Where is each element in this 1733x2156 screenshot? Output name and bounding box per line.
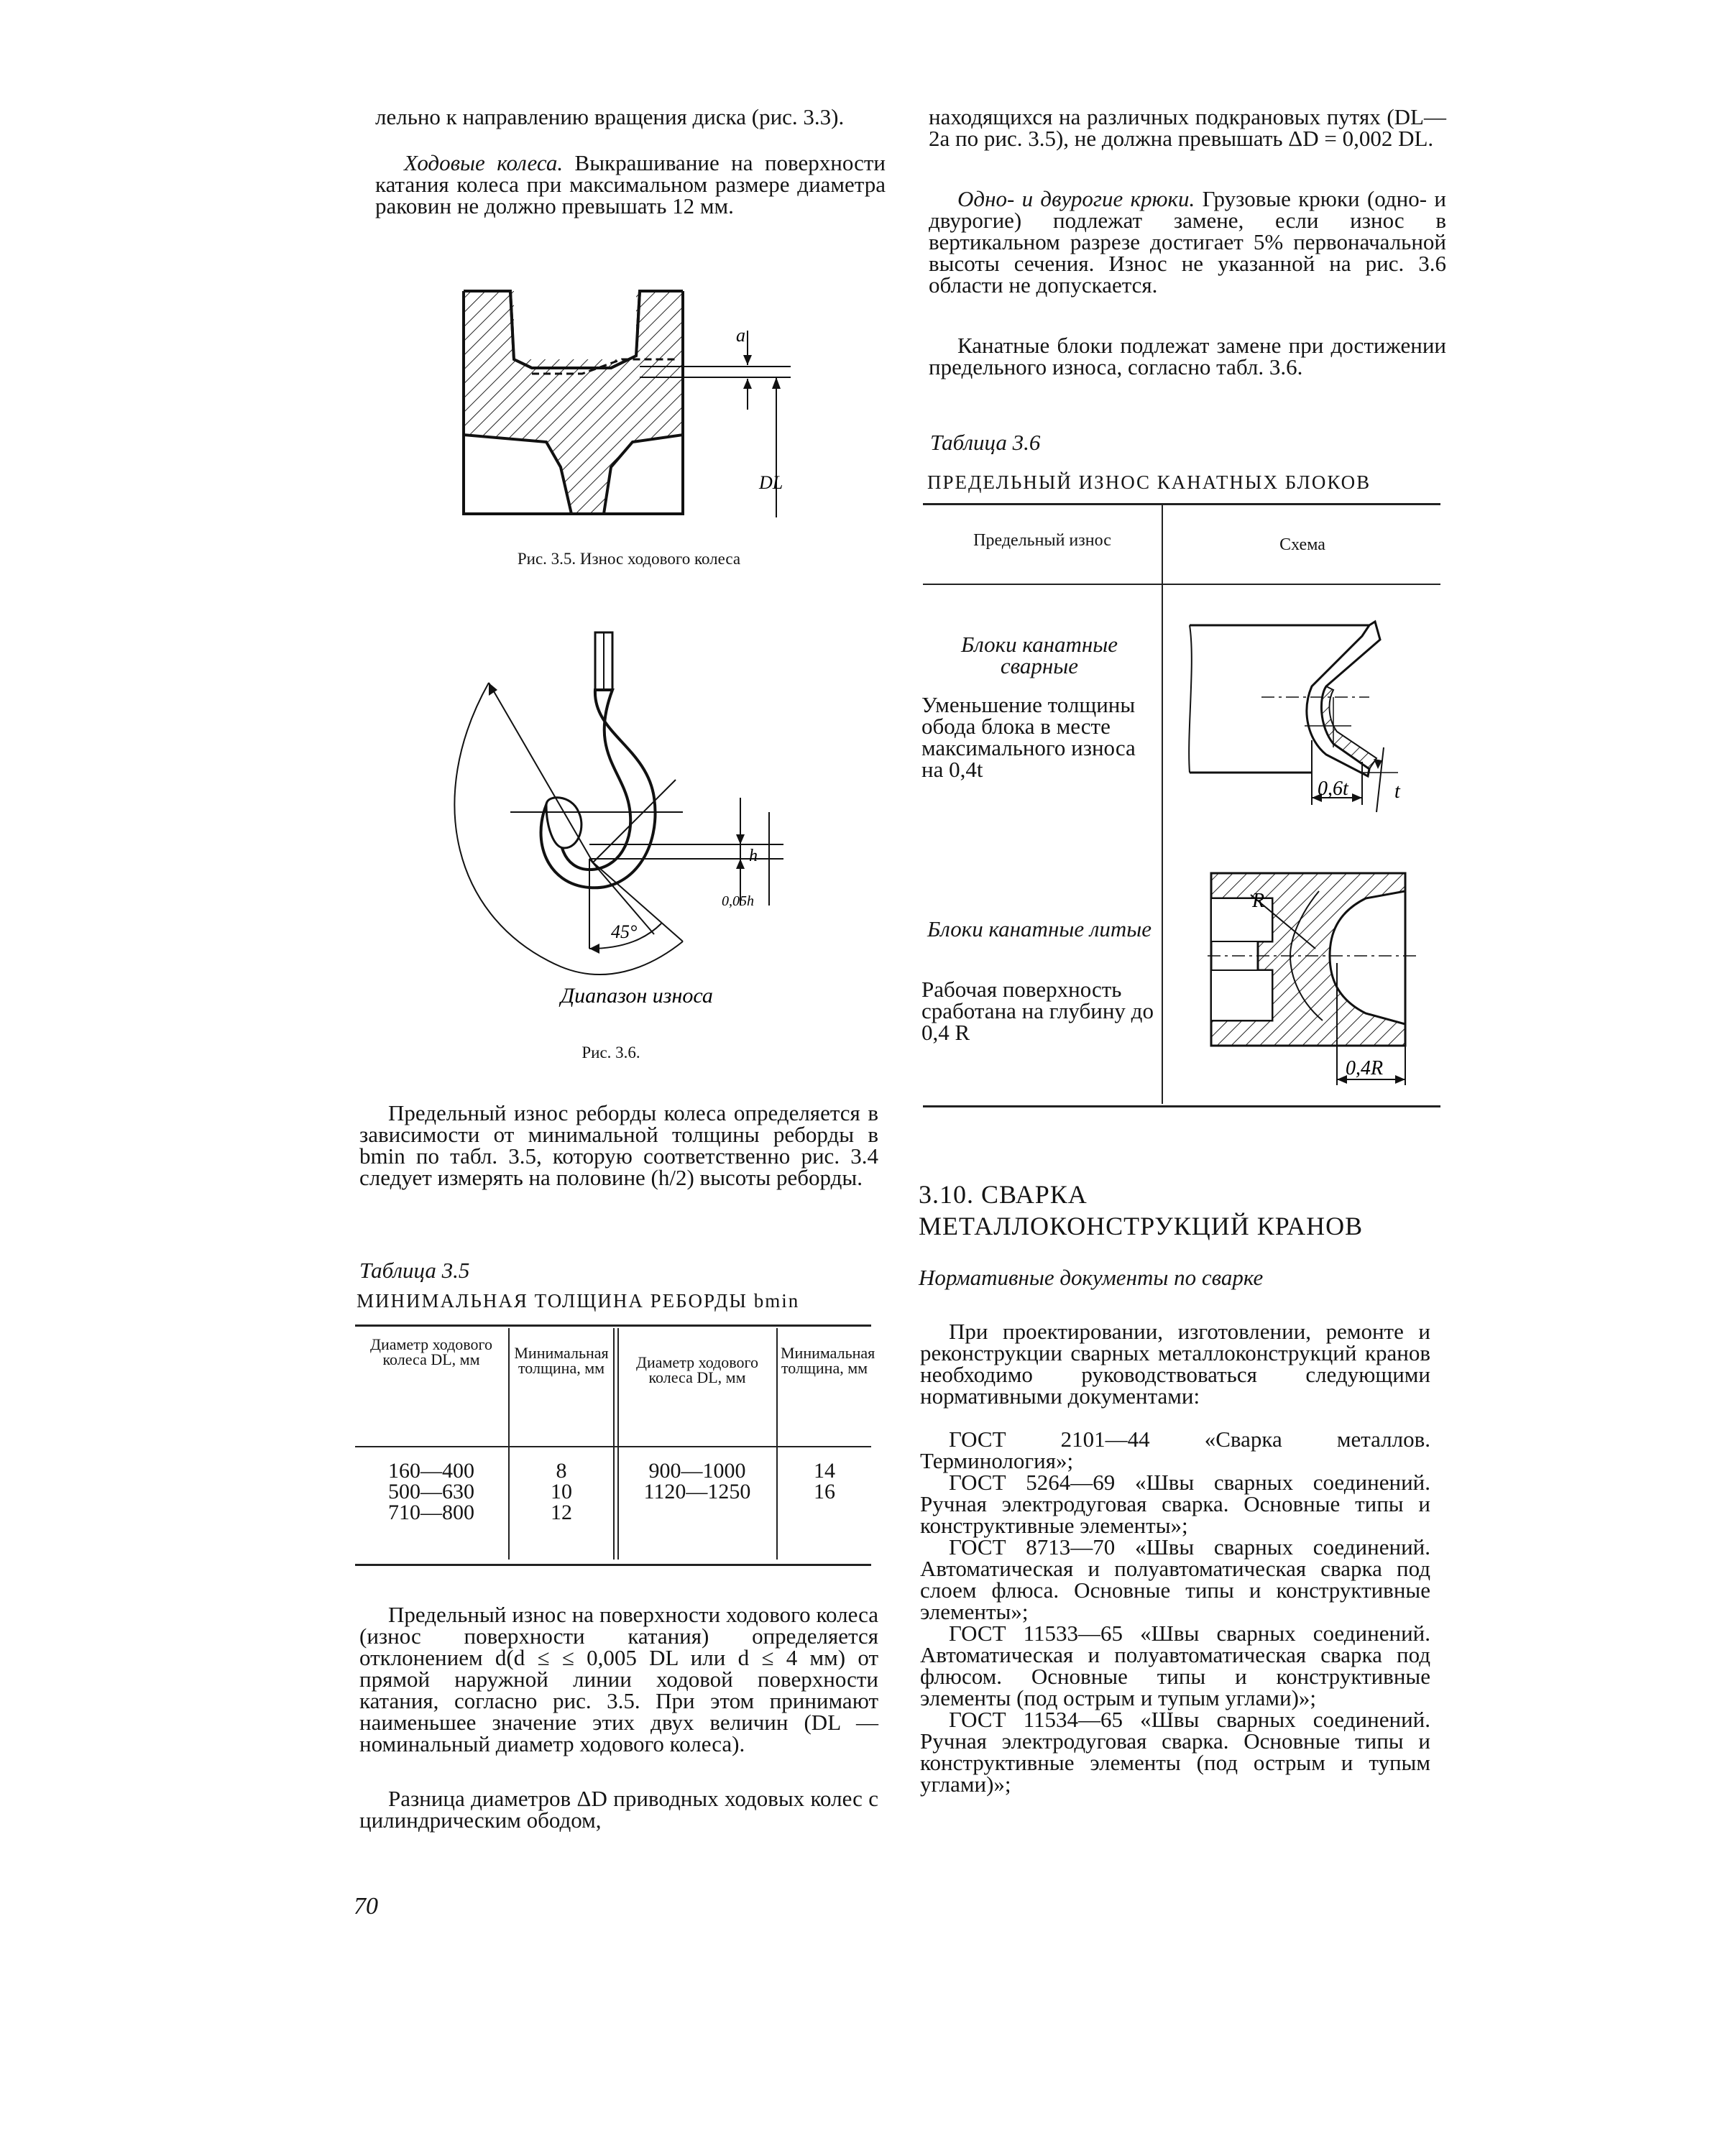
left-paragraph-4: Предельный износ на поверхности ходового колеса (износ поверхности катания) определяется отклонением d(d ≤ ≤ 0,005 DL или d ≤ 4 мм) от прямой наружной линии ходовой поверхности катания, согласно рис. 3.5. При этом принимают наименьшее значение этих двух величин (DL — номинальный диаметр ходового колеса). xyxy=(359,1602,878,1756)
gost-item: ГОСТ 11534—65 «Швы сварных соединений. Ручная электродуговая сварка. Основные типы и конструктивные элементы (под острым и тупым углами)»; xyxy=(920,1707,1430,1797)
left-paragraph-2: Ходовые колеса. Выкрашивание на поверхности катания колеса при максимальном размере диаметра раковин не должно превышать 12 мм. xyxy=(375,150,886,218)
table-3-6-bottom-rule xyxy=(923,1105,1440,1107)
table-3-6-row-1-title: Блоки канатные сварные xyxy=(960,632,1118,678)
section-heading: 3.10. СВАРКА МЕТАЛЛОКОНСТРУКЦИЙ КРАНОВ xyxy=(919,1180,1364,1240)
table-3-5-cell: 900—1000 1120—1250 xyxy=(643,1459,751,1503)
gost-item: ГОСТ 2101—44 «Сварка металлов. Терминология»; xyxy=(920,1427,1430,1473)
paragraph-run-in-title: Ходовые колеса. xyxy=(404,150,564,175)
table-3-5-top-rule xyxy=(355,1325,871,1327)
welded-block-label-b: t xyxy=(1394,780,1400,803)
table-3-6-row-1-text: Уменьшение толщины обода блока в месте максимального износа на 0,4t xyxy=(921,692,1136,782)
left-paragraph-5: Разница диаметров ΔD приводных ходовых колес с цилиндрическим ободом, xyxy=(359,1786,878,1833)
table-3-5-header: Диаметр ходового колеса DL, мм xyxy=(369,1335,493,1368)
figure-3-5-caption: Рис. 3.5. Износ ходового колеса xyxy=(517,550,741,568)
table-3-5-bottom-rule xyxy=(355,1564,871,1566)
fig36-h-label: h xyxy=(749,847,758,865)
table-3-5-header: Минимальная толщина, мм xyxy=(781,1344,875,1377)
table-3-6-divider xyxy=(1162,505,1163,1104)
fig35-label-dl: DL xyxy=(759,472,783,493)
cast-block-diagram xyxy=(1208,870,1438,1092)
table-3-6-header: Предельный износ xyxy=(973,531,1111,550)
gost-list xyxy=(920,1429,1430,1795)
table-3-6-row-2-title: Блоки канатные литые xyxy=(927,916,1151,941)
welded-block-diagram xyxy=(1190,618,1434,826)
gost-item: ГОСТ 11533—65 «Швы сварных соединений. Автоматическая и полуавтоматическая сварка под флюсом. Основные типы и конструктивные элементы (под острым и тупым углами)»; xyxy=(920,1621,1430,1710)
page-number: 70 xyxy=(354,1893,378,1920)
table-3-5-divider xyxy=(617,1328,619,1560)
table-3-5-header: Диаметр ходового колеса DL, мм xyxy=(635,1353,759,1386)
figure-3-6-caption: Рис. 3.6. xyxy=(582,1044,640,1061)
table-3-5-divider xyxy=(508,1328,510,1560)
left-paragraph-1: лельно к направлению вращения диска (рис. 3.3). xyxy=(375,104,845,129)
table-3-6-head-rule xyxy=(923,584,1440,585)
fig36-h005-label: 0,05h xyxy=(722,893,754,909)
table-3-5-title: МИНИМАЛЬНАЯ ТОЛЩИНА РЕБОРДЫ bmin xyxy=(357,1290,800,1312)
gost-item: ГОСТ 8713—70 «Швы сварных соединений. Автоматическая и полуавтоматическая сварка под слоем флюса. Основные типы и конструктивные элементы»; xyxy=(920,1534,1430,1624)
fig35-label-a: a xyxy=(736,325,745,346)
right-paragraph-1: находящихся на различных подкрановых путях (DL—2a по рис. 3.5), не должна превышать ΔD = 0,002 DL. xyxy=(929,104,1446,151)
table-3-5-label: Таблица 3.5 xyxy=(359,1258,470,1283)
fig36-range-label: Диапазон износа xyxy=(561,984,713,1008)
table-3-5-cell: 14 16 xyxy=(814,1459,835,1503)
wheel-wear-figure xyxy=(460,287,798,532)
hook-wear-figure xyxy=(438,632,798,1006)
right-paragraph-4: При проектировании, изготовлении, ремонте и реконструкции сварных металлоконструкций кранов необходимо руководствоваться следующими нормативными документами: xyxy=(920,1319,1430,1409)
welded-block-label-a: 0,6t xyxy=(1318,778,1348,800)
cast-block-label-a: R xyxy=(1252,890,1265,912)
cast-block-label-b: 0,4R xyxy=(1346,1057,1384,1079)
table-3-6-row-2-text: Рабочая поверхность сработана на глубину до 0,4 R xyxy=(921,977,1154,1045)
table-3-6-header: Схема xyxy=(1279,535,1325,554)
fig36-angle-label: 45° xyxy=(611,921,638,942)
table-3-5-cell: 8 10 12 xyxy=(551,1459,572,1524)
paragraph-run-in-title: Одно- и двурогие крюки. xyxy=(957,186,1195,211)
gost-item: ГОСТ 5264—69 «Швы сварных соединений. Ручная электродуговая сварка. Основные типы и конструктивные элементы»; xyxy=(920,1470,1430,1538)
table-3-5-divider xyxy=(776,1328,778,1560)
right-paragraph-3: Канатные блоки подлежат замене при достижении предельного износа, согласно табл. 3.6. xyxy=(929,333,1446,379)
section-subheading: Нормативные документы по сварке xyxy=(919,1265,1264,1290)
left-paragraph-3: Предельный износ реборды колеса определяется в зависимости от минимальной толщины реборды в bmin по табл. 3.5, которую соответственно рис. 3.4 следует измерять на половине (h/2) высоты реборды. xyxy=(359,1100,878,1190)
table-3-5-cell: 160—400 500—630 710—800 xyxy=(388,1459,474,1524)
table-3-5-header: Минимальная толщина, мм xyxy=(514,1344,609,1377)
table-3-6-title: ПРЕДЕЛЬНЫЙ ИЗНОС КАНАТНЫХ БЛОКОВ xyxy=(927,471,1371,493)
right-paragraph-2: Одно- и двурогие крюки. Грузовые крюки (одно- и двурогие) подлежат замене, если износ в вертикальном разрезе достигает 5% первоначальной высоты сечения. Износ не указанной на рис. 3.6 области не допускается. xyxy=(929,186,1446,298)
table-3-6-label: Таблица 3.6 xyxy=(930,430,1041,455)
table-3-5-divider xyxy=(613,1328,615,1560)
table-3-6-top-rule xyxy=(923,503,1440,505)
